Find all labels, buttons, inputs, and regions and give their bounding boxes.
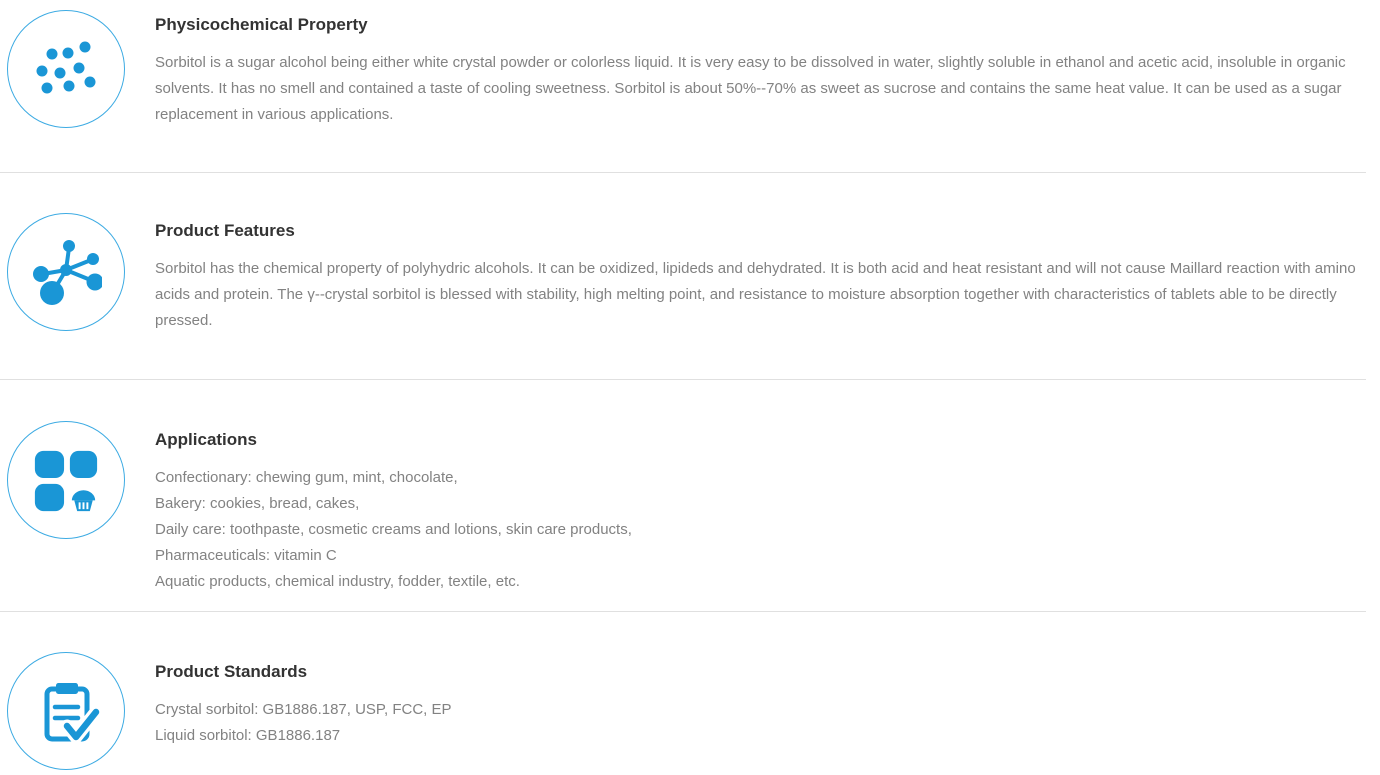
section-applications <box>0 380 1380 612</box>
standard-line: Liquid sorbitol: GB1886.187 <box>155 727 341 744</box>
text-column <box>155 173 1380 380</box>
application-line: Aquatic products, chemical industry, fodder, textile, etc. <box>155 573 520 590</box>
section-physicochemical-property <box>0 0 1380 173</box>
icon-column <box>0 173 155 380</box>
standard-line: Crystal sorbitol: GB1886.187, USP, FCC, EP <box>155 701 452 718</box>
clipboard-check-icon-graphic <box>30 675 102 747</box>
text-column <box>155 0 1380 173</box>
icon-column <box>0 612 155 775</box>
dots-icon-graphic <box>34 37 98 101</box>
clipboard-check-icon <box>7 652 125 770</box>
section-title: Product Standards <box>155 662 308 681</box>
section-product-standards <box>0 612 1380 775</box>
section-paragraph: Sorbitol has the chemical property of polyhydric alcohols. It can be oxidized, lipideds and dehydrated. It is both acid and heat resistant and will not cause Maillard reaction with amino acids and protein. The γ--crystal sorbitol is blessed with stability, high melting point, and resistance to moisture absorption together with characteristics of tablets able to be directly pressed. <box>155 260 1356 329</box>
molecule-icon <box>7 213 125 331</box>
application-line: Pharmaceuticals: vitamin C <box>155 547 337 564</box>
application-line: Confectionary: chewing gum, mint, chocolate, <box>155 469 458 486</box>
dots-icon <box>7 10 125 128</box>
section-title: Applications <box>155 430 258 449</box>
application-line: Bakery: cookies, bread, cakes, <box>155 495 360 512</box>
molecule-icon-graphic <box>30 236 102 308</box>
section-title: Product Features <box>155 221 295 240</box>
section-title: Physicochemical Property <box>155 15 368 34</box>
section-paragraph: Sorbitol is a sugar alcohol being either white crystal powder or colorless liquid. It is very easy to be dissolved in water, slightly soluble in ethanol and acetic acid, insoluble in organic solvents. It has no smell and contained a taste of cooling sweetness. Sorbitol is about 50%--70% as sweet as sucrose and contains the same heat value. It can be used as a sugar replacement in various applications. <box>155 54 1346 123</box>
icon-column <box>0 0 155 173</box>
icon-column <box>0 380 155 612</box>
section-product-features <box>0 173 1380 380</box>
application-line: Daily care: toothpaste, cosmetic creams and lotions, skin care products, <box>155 521 632 538</box>
text-column <box>155 612 1380 775</box>
app-squares-cupcake-icon-graphic <box>31 445 101 515</box>
app-squares-cupcake-icon <box>7 421 125 539</box>
text-column <box>155 380 1380 612</box>
